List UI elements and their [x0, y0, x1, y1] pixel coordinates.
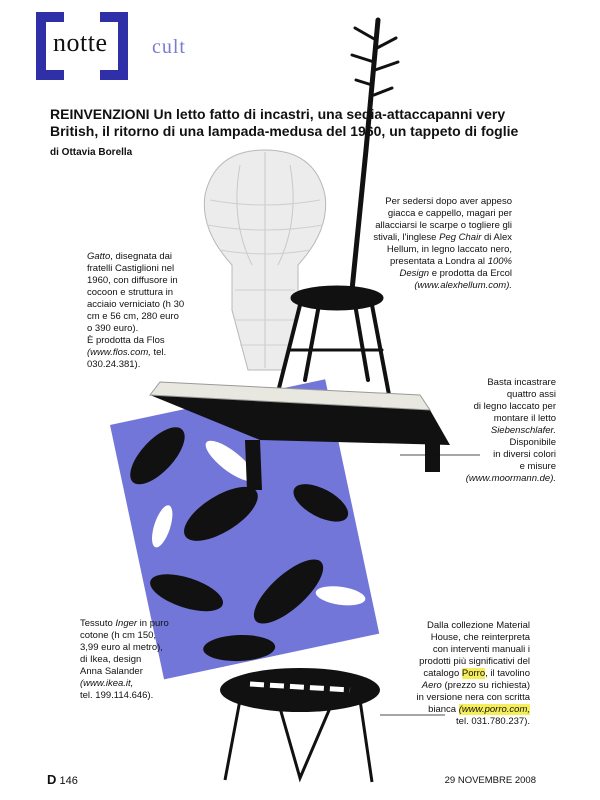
fabric-url: (www.ikea.it, — [80, 678, 134, 689]
byline: di Ottavia Borella — [50, 147, 133, 158]
headline-lead: REINVENZIONI — [50, 106, 150, 122]
headline-text: Un letto fatto di incastri, una sedia-attaccapanni very British, il ritorno di una lampada-medusa del 1960, un tappeto di foglie — [50, 106, 519, 139]
lamp-url: (www.flos.com, — [87, 347, 151, 358]
bed-caption: Basta incastrare quattro assi di legno laccato per montare il letto Siebenschlafer. Disponibile in diversi colori e misure (www.moormann.de). — [465, 377, 556, 484]
lamp-caption: Gatto, disegnata dai fratelli Castiglioni nel 1960, con diffusore in cocoon e struttura in acciaio verniciato (h 30 cm e 56 cm, 280 euro o 390 euro). È prodotta da Flos (www.flos.com, tel. 030.24.381). — [87, 251, 185, 370]
page-number: 146 — [59, 775, 78, 787]
highlighted-brand: Porro — [461, 668, 486, 679]
table-url-highlighted: (www.porro.com, — [458, 704, 530, 715]
chair-caption: Per sedersi dopo aver appeso giacca e cappello, magari per allacciarsi le scarpe o togliere gli stivali, l'inglese Peg Chair di Alex Hellum, in legno laccato nero, presentata a Londra al 100% Design e prodotta da Ercol (www.alexhellum.com). — [373, 196, 512, 291]
issue-date: 29 NOVEMBRE 2008 — [444, 775, 536, 786]
magazine-logo: D — [47, 772, 57, 787]
headline — [50, 106, 520, 161]
section-title: notte — [53, 28, 108, 57]
table-caption: Dalla collezione Material House, che reinterpreta con interventi manuali i prodotti più significativi del catalogo Porro, il tavolino Aero (prezzo su richiesta) in versione nera con scritta bianca (www.porro.com, tel. 031.780.237). — [416, 620, 530, 727]
subsection-title: cult — [152, 36, 186, 58]
bed-url: (www.moormann.de). — [465, 473, 556, 484]
chair-url: (www.alexhellum.com). — [414, 280, 512, 291]
page-footer-left — [47, 772, 78, 787]
fabric-caption: Tessuto Inger in puro cotone (h cm 150, 3,99 euro al metro), di Ikea, design Anna Salander (www.ikea.it, tel. 199.114.646). — [80, 618, 169, 701]
